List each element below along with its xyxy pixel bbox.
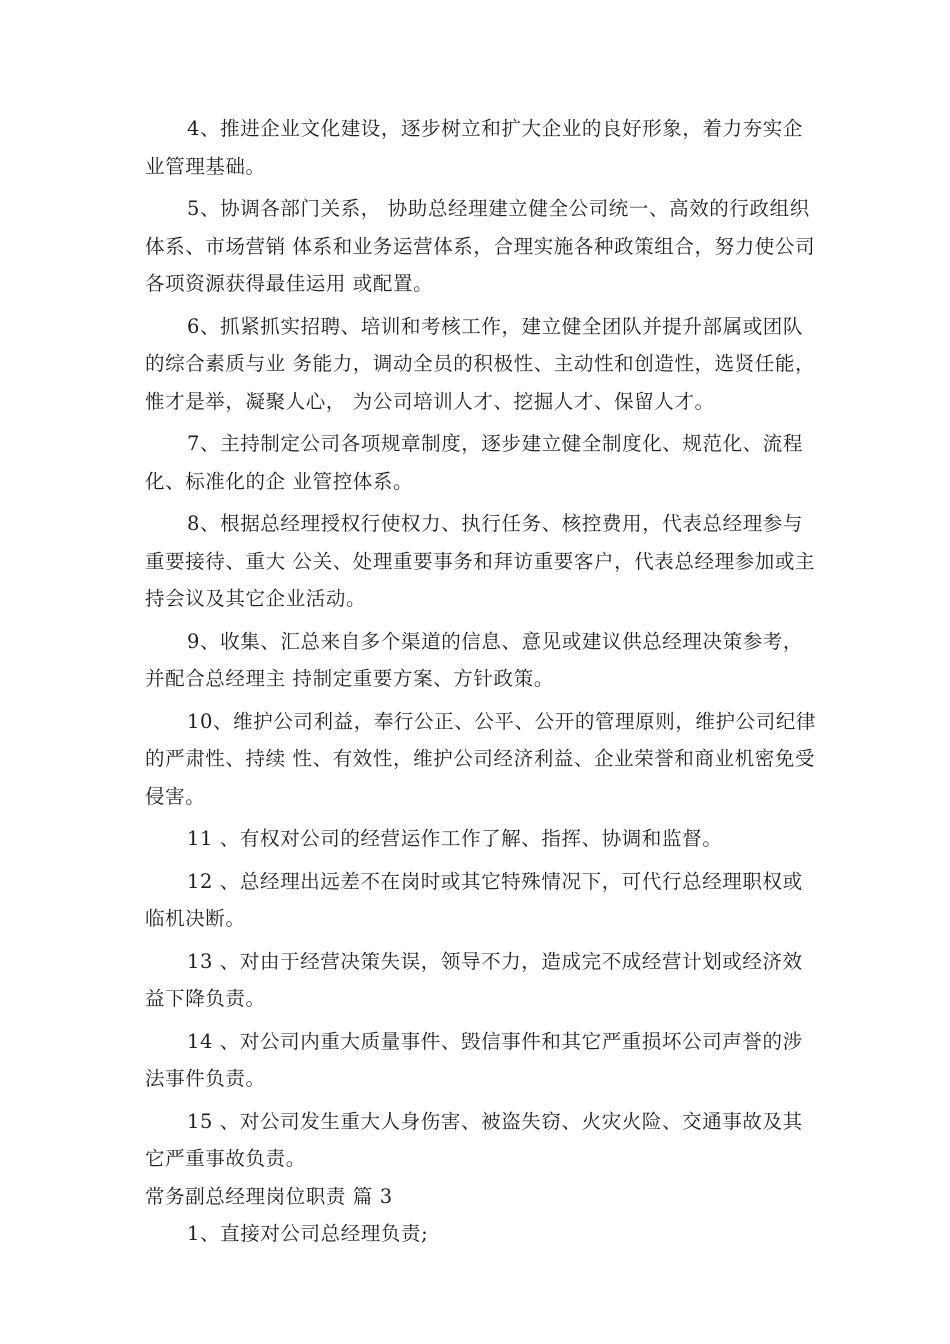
- paragraph-item-15: 15 、对公司发生重大人身伤害、被盗失窃、火灾火险、交通事故及其它严重事故负责。: [145, 1109, 803, 1170]
- paragraph-item-1: 1、直接对公司总经理负责;: [187, 1222, 429, 1245]
- paragraph-item-12: 12 、总经理出远差不在岗时或其它特殊情况下，可代行总经理职权或临机决断。: [145, 869, 803, 930]
- paragraph-item-10: 10、维护公司利益，奉行公正、公平、公开的管理原则，维护公司纪律的严肃性、持续 性、有效性，维护公司经济利益、企业荣誉和商业机密免受侵害。: [145, 709, 817, 808]
- paragraph-item-4: 4、推进企业文化建设，逐步树立和扩大企业的良好形象，着力夯实企业管理基础。: [145, 117, 804, 178]
- paragraph-item-5: 5、协调各部门关系， 协助总经理建立健全公司统一、高效的行政组织体系、市场营销 体系和业务运营体系，合理实施各种政策组合，努力使公司各项资源获得最佳运用 或配置。: [145, 197, 816, 295]
- paragraph-item-8: 8、根据总经理授权行使权力、执行任务、核控费用，代表总经理参与重要接待、重大 公关、处理重要事务和拜访重要客户，代表总经理参加或主持会议及其它企业活动。: [145, 512, 816, 610]
- section-heading: 常务副总经理岗位职责 篇 3: [145, 1184, 393, 1208]
- document-body: [145, 110, 817, 1253]
- paragraph-item-14: 14 、对公司内重大质量事件、毁信事件和其它严重损坏公司声誉的涉法事件负责。: [145, 1029, 803, 1090]
- paragraph-item-6: 6、抓紧抓实招聘、培训和考核工作，建立健全团队并提升部属或团队的综合素质与业 务能力，调动全员的积极性、主动性和创造性，选贤任能，惟才是举，凝聚人心， 为公司培训人才、挖掘人才、保留人才。: [145, 314, 816, 413]
- paragraph-item-9: 9、收集、汇总来自多个渠道的信息、意见或建议供总经理决策参考，并配合总经理主 持制定重要方案、方针政策。: [145, 629, 804, 690]
- paragraph-item-7: 7、主持制定公司各项规章制度，逐步建立健全制度化、规范化、流程化、标准化的企 业管控体系。: [145, 432, 804, 493]
- paragraph-item-11: 11 、有权对公司的经营运作工作了解、指挥、协调和监督。: [187, 827, 723, 850]
- paragraph-item-13: 13 、对由于经营决策失误，领导不力，造成完不成经营计划或经济效益下降负责。: [145, 949, 803, 1010]
